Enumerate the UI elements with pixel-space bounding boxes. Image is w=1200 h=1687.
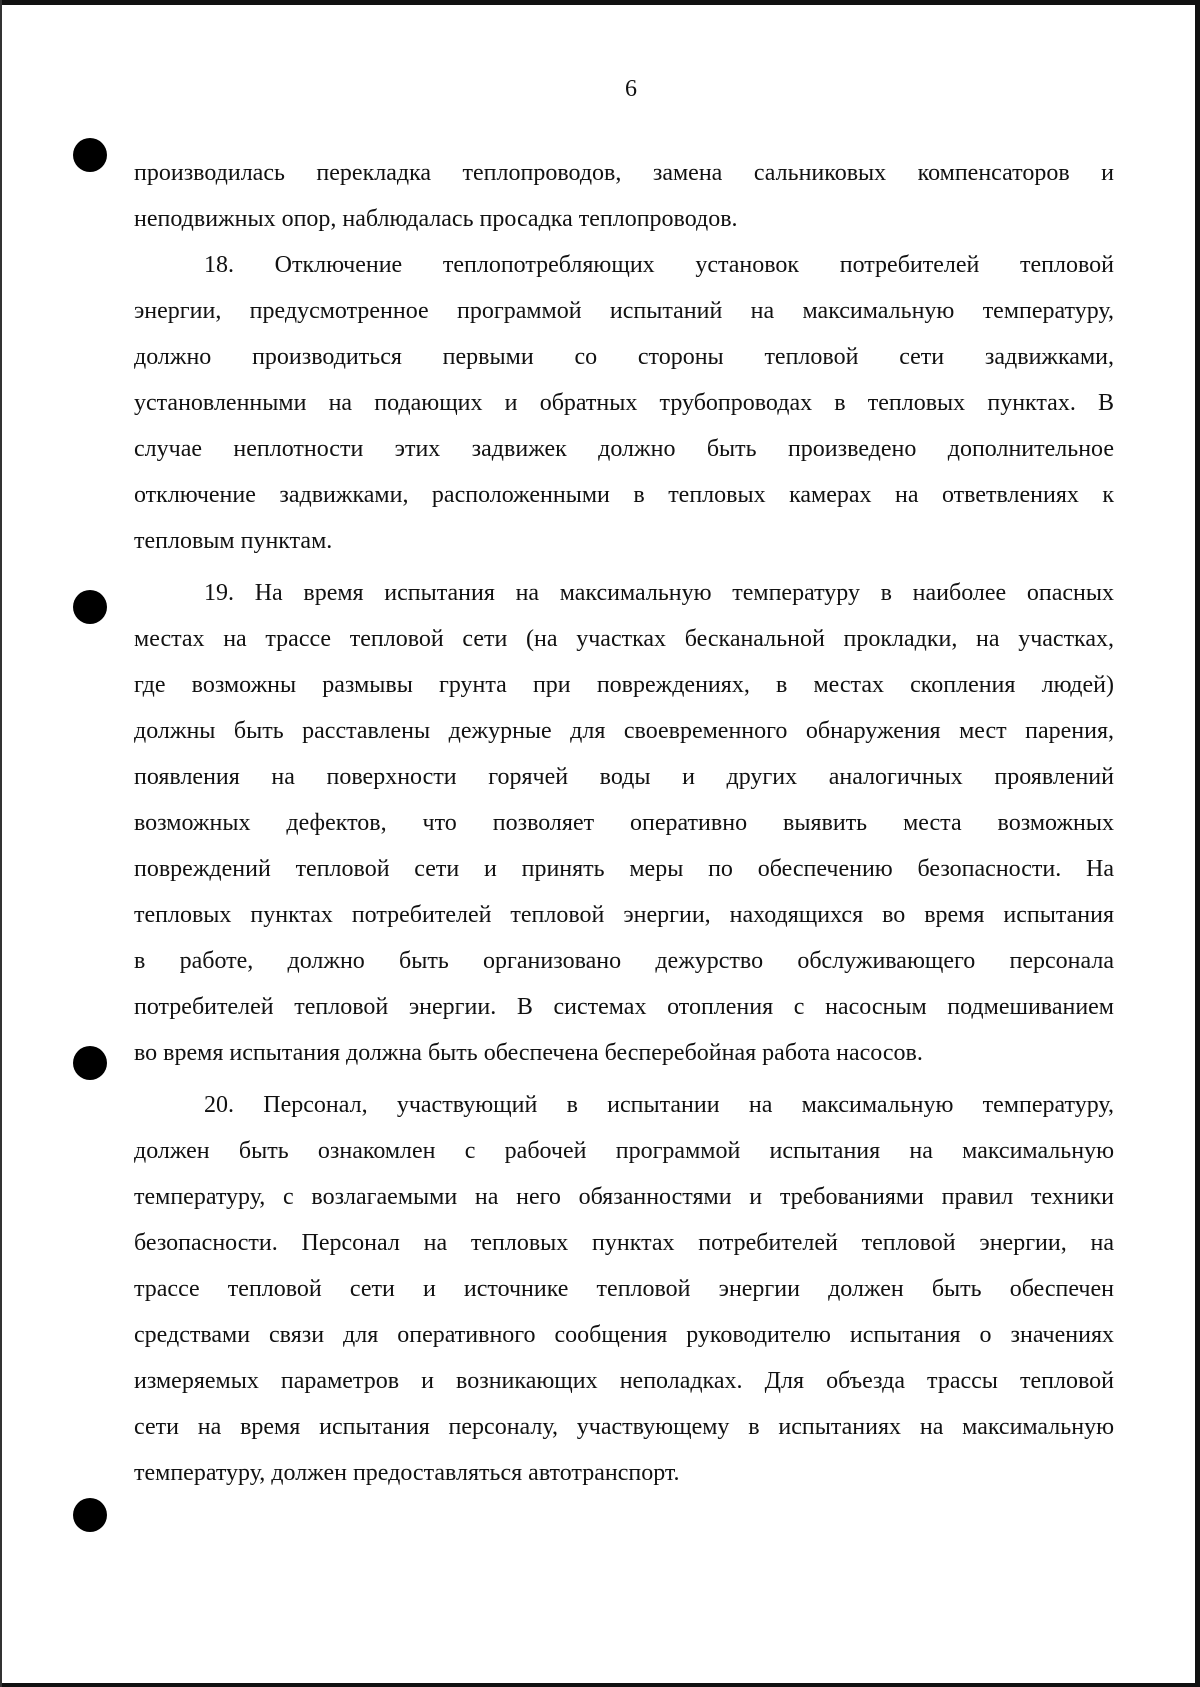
paragraph-item-18 bbox=[134, 242, 1114, 564]
punch-hole-mark bbox=[73, 1498, 107, 1532]
punch-hole-mark bbox=[73, 590, 107, 624]
text-line: энергии, предусмотренное программой испытаний на максимальную температуру, bbox=[134, 298, 1114, 324]
text-line: неподвижных опор, наблюдалась просадка теплопроводов. bbox=[134, 206, 738, 232]
text-line: безопасности. Персонал на тепловых пунктах потребителей тепловой энергии, на bbox=[134, 1230, 1114, 1256]
text-line: установленными на подающих и обратных трубопроводах в тепловых пунктах. В bbox=[134, 390, 1114, 416]
scan-border-left bbox=[0, 0, 2, 1687]
text-line: 19. На время испытания на максимальную температуру в наиболее опасных bbox=[204, 580, 1114, 606]
text-line: производилась перекладка теплопроводов, замена сальниковых компенсаторов и bbox=[134, 160, 1114, 186]
text-line: появления на поверхности горячей воды и других аналогичных проявлений bbox=[134, 764, 1114, 790]
scan-border-right bbox=[1195, 0, 1200, 1687]
paragraph-continuation bbox=[134, 150, 1114, 242]
paragraph-item-19 bbox=[134, 570, 1114, 1076]
text-line: должно производиться первыми со стороны тепловой сети задвижками, bbox=[134, 344, 1114, 370]
paragraph-item-20 bbox=[134, 1082, 1114, 1496]
text-line: должен быть ознакомлен с рабочей программой испытания на максимальную bbox=[134, 1138, 1114, 1164]
text-line: отключение задвижками, расположенными в тепловых камерах на ответвлениях к bbox=[134, 482, 1114, 508]
text-line: трассе тепловой сети и источнике тепловой энергии должен быть обеспечен bbox=[134, 1276, 1114, 1302]
text-line: средствами связи для оперативного сообщения руководителю испытания о значениях bbox=[134, 1322, 1114, 1348]
text-line: повреждений тепловой сети и принять меры по обеспечению безопасности. На bbox=[134, 856, 1114, 882]
punch-hole-mark bbox=[73, 1046, 107, 1080]
punch-hole-mark bbox=[73, 138, 107, 172]
text-line: температуру, должен предоставляться автотранспорт. bbox=[134, 1460, 680, 1486]
text-line: 18. Отключение теплопотребляющих установок потребителей тепловой bbox=[204, 252, 1114, 278]
scan-border-top bbox=[0, 0, 1200, 5]
text-line: должны быть расставлены дежурные для своевременного обнаружения мест парения, bbox=[134, 718, 1114, 744]
text-line: 20. Персонал, участвующий в испытании на максимальную температуру, bbox=[204, 1092, 1114, 1118]
text-line: температуру, с возлагаемыми на него обязанностями и требованиями правил техники bbox=[134, 1184, 1114, 1210]
text-line: тепловых пунктах потребителей тепловой энергии, находящихся во время испытания bbox=[134, 902, 1114, 928]
text-line: случае неплотности этих задвижек должно быть произведено дополнительное bbox=[134, 436, 1114, 462]
text-line: сети на время испытания персоналу, участвующему в испытаниях на максимальную bbox=[134, 1414, 1114, 1440]
text-line: измеряемых параметров и возникающих неполадках. Для объезда трассы тепловой bbox=[134, 1368, 1114, 1394]
text-line: в работе, должно быть организовано дежурство обслуживающего персонала bbox=[134, 948, 1114, 974]
page-number: 6 bbox=[625, 76, 637, 102]
text-line: во время испытания должна быть обеспечена бесперебойная работа насосов. bbox=[134, 1040, 923, 1066]
text-line: тепловым пунктам. bbox=[134, 528, 333, 554]
text-line: местах на трассе тепловой сети (на участках бесканальной прокладки, на участках, bbox=[134, 626, 1114, 652]
text-line: где возможны размывы грунта при повреждениях, в местах скопления людей) bbox=[134, 672, 1114, 698]
text-line: возможных дефектов, что позволяет оперативно выявить места возможных bbox=[134, 810, 1114, 836]
text-line: потребителей тепловой энергии. В системах отопления с насосным подмешиванием bbox=[134, 994, 1114, 1020]
scan-border-bottom bbox=[0, 1683, 1200, 1687]
